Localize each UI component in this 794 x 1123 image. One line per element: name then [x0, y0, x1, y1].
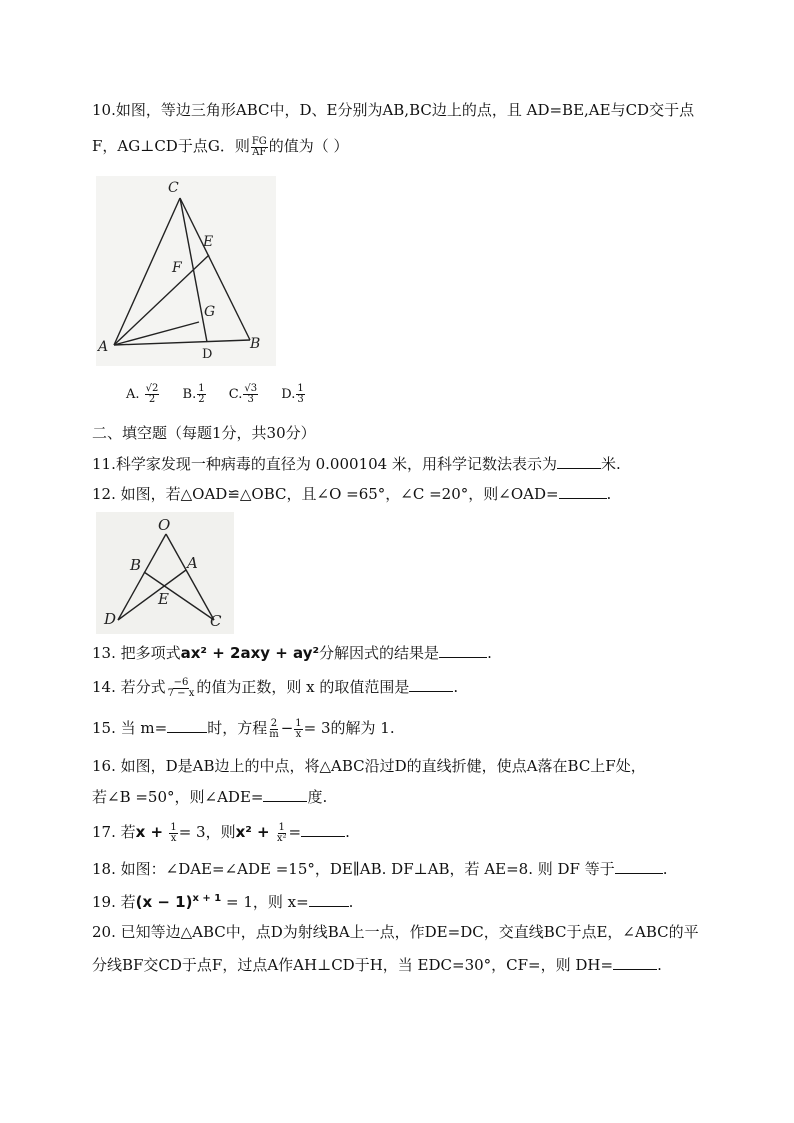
label-c: C — [210, 612, 222, 630]
q10-options — [126, 384, 734, 405]
q10-line2-pre: F，AG⊥CD于点G．则 — [92, 137, 250, 155]
q16-line2: 若∠B =50°，则∠ADE= 度. — [92, 788, 328, 806]
q10-fraction: $\frac{FG}{AF}$ — [251, 135, 267, 158]
option-a[interactable]: A. $\frac{√2}{2}$ — [126, 383, 159, 405]
label-a: A — [98, 339, 109, 355]
label-a: A — [187, 554, 198, 572]
q18-answer-blank[interactable] — [615, 873, 663, 874]
q14: 14. 若分式 $\frac{-6}{7 - x}$ 的值为正数，则 x 的取值范围是 . — [92, 676, 459, 699]
label-b: B — [250, 336, 261, 352]
q20-line2: 分线BF交CD于点F，过点A作AH⊥CD于H，当 EDC=30°，CF=，则 DH= . — [92, 956, 662, 974]
q12: 12. 如图，若△OAD≌△OBC，且∠O =65°，∠C =20°，则∠OAD= . — [92, 485, 612, 503]
overlapping-triangles-diagram — [96, 512, 234, 634]
q13-expression: ax² + 2axy + ay² — [180, 644, 320, 662]
q19-answer-blank[interactable] — [309, 906, 349, 907]
label-d: D — [104, 610, 117, 628]
q18: 18. 如图：∠DAE=∠ADE =15°，DE∥AB. DF⊥AB，若 AE=8. 则 DF 等于 . — [92, 860, 668, 878]
option-c[interactable]: C. $\frac{√3}{3}$ — [228, 383, 258, 405]
label-d: D — [202, 347, 213, 362]
q15: 15. 当 m= 时，方程 $\frac{2}{m}$ − $\frac{1}{x}$ = 3的解为 1. — [92, 717, 395, 740]
q10-line2-post: 的值为（ ） — [268, 137, 349, 155]
label-e: E — [203, 234, 214, 250]
q13: 13. 把多项式ax² + 2axy + ay²分解因式的结果是 . — [92, 644, 492, 662]
q17: 17. 若x + $\frac{1}{x}$ = 3，则x² + $\frac{1}{\text{x²}}$ = . — [92, 821, 350, 844]
q20-line1: 20. 已知等边△ABC中，点D为射线BA上一点，作DE=DC，交直线BC于点E，∠ABC的平 — [92, 923, 699, 941]
q15-answer-blank[interactable] — [167, 732, 207, 733]
q11-answer-blank[interactable] — [557, 468, 601, 469]
label-c: C — [168, 180, 179, 196]
q13-answer-blank[interactable] — [439, 657, 487, 658]
option-b[interactable]: B. $\frac{1}{2}$ — [182, 383, 205, 405]
q16-line1: 16. 如图，D是AB边上的中点，将△ABC沿过D的直线折健，使点A落在BC上F处， — [92, 757, 646, 775]
q11: 11.科学家发现一种病毒的直径为 0.000104 米，用科学记数法表示为 米. — [92, 455, 621, 473]
q14-fraction: $\frac{-6}{7 - x}$ — [167, 676, 195, 699]
q14-answer-blank[interactable] — [409, 691, 453, 692]
q12-figure — [96, 512, 234, 634]
label-g: G — [204, 304, 216, 320]
q16-answer-blank[interactable] — [263, 801, 307, 802]
label-f: F — [172, 260, 182, 276]
q10-line1: 10.如图，等边三角形ABC中，D、E分别为AB,BC边上的点，且 AD=BE,AE与CD交于点 — [92, 101, 695, 119]
q19: 19. 若$(x - 1)^{x + 1} = 1$，则 x= . — [92, 893, 354, 911]
label-b: B — [130, 556, 142, 574]
triangle-diagram — [96, 176, 276, 366]
label-e: E — [158, 590, 169, 608]
section-heading: 二、填空题（每题1分，共30分） — [92, 424, 316, 442]
option-d[interactable]: D. $\frac{1}{3}$ — [281, 383, 304, 405]
q12-answer-blank[interactable] — [559, 498, 607, 499]
q20-answer-blank[interactable] — [613, 969, 657, 970]
q17-answer-blank[interactable] — [301, 836, 345, 837]
q10-line2 — [92, 136, 734, 158]
label-o: O — [158, 516, 171, 534]
q10-figure — [96, 176, 276, 366]
